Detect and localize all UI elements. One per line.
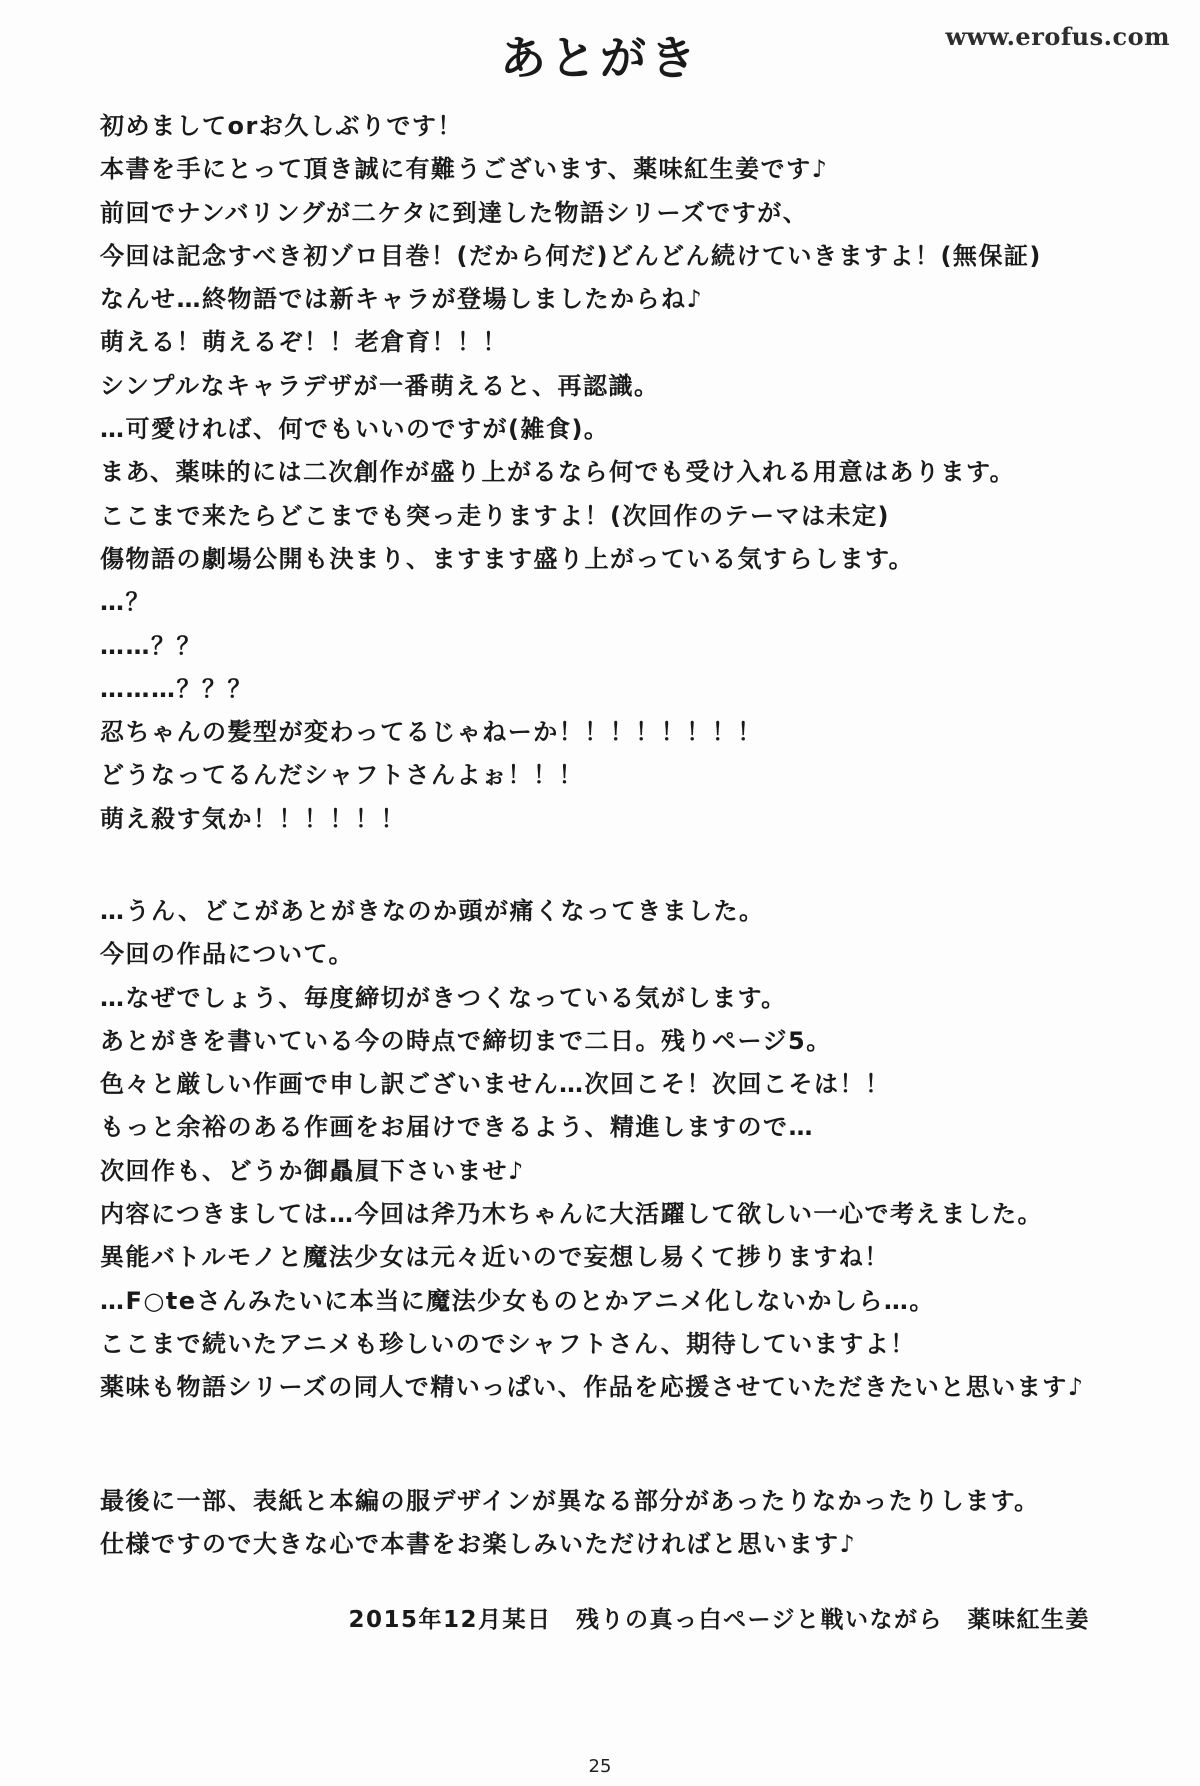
text-line: …なぜでしょう、毎度締切がきつくなっている気がします。	[100, 983, 787, 1012]
text-line: あとがきを書いている今の時点で締切まで二日。残りページ5。	[100, 1026, 832, 1055]
text-line: …うん、どこがあとがきなのか頭が痛くなってきました。	[100, 897, 765, 925]
page-title: あとがき	[500, 31, 700, 85]
text-line: 萌え殺す気か！！！！！！	[100, 804, 406, 833]
text-line: 傷物語の劇場公開も決まり、ますます盛り上がっている気すらします。	[100, 544, 915, 573]
text-line: 萌える！萌えるぞ！！老倉育！！！	[100, 328, 508, 357]
text-line: …？	[100, 588, 151, 617]
text-line: 忍ちゃんの髪型が変わってるじゃねーか！！！！！！！！	[100, 718, 763, 747]
text-line: 次回作も、どうか御贔屓下さいませ♪	[100, 1156, 525, 1185]
text-line: ……？？	[100, 631, 202, 660]
paragraph-1	[100, 105, 1140, 841]
paragraph-2	[100, 890, 1140, 1410]
text-line: まあ、薬味的には二次創作が盛り上がるなら何でも受け入れる用意はあります。	[100, 458, 1016, 487]
text-line: 仕様ですので大きな心で本書をお楽しみいただければと思います♪	[100, 1530, 857, 1559]
text-line: なんせ…終物語では新キャラが登場しましたからね♪	[100, 285, 704, 314]
text-line: …F○teさんみたいに本当に魔法少女ものとかアニメ化しないかしら…。	[100, 1286, 935, 1315]
text-line: 前回でナンバリングが二ケタに到達した物語シリーズですが、	[100, 198, 809, 227]
text-line: どうなってるんだシャフトさんよぉ！！！	[100, 761, 585, 790]
text-line: ………？？？	[100, 674, 253, 703]
text-line: 今回は記念すべき初ゾロ目巻！(だから何だ)どんどん続けていきますよ！(無保証)	[100, 241, 1042, 270]
text-line: 初めましてorお久しぶりです！	[100, 112, 463, 140]
text-line: 最後に一部、表紙と本編の服デザインが異なる部分があったりなかったりします。	[100, 1487, 1040, 1515]
page-number: 25	[588, 1756, 612, 1777]
text-line: シンプルなキャラデザが一番萌えると、再認識。	[100, 371, 660, 400]
text-line: …可愛ければ、何でもいいのですが(雑食)。	[100, 415, 610, 444]
signature-line: 2015年12月某日 残りの真っ白ページと戦いながら 薬味紅生姜	[348, 1607, 1090, 1633]
text-line: 内容につきましては…今回は斧乃木ちゃんに大活躍して欲しい一心で考えました。	[100, 1200, 1044, 1229]
watermark-text: www.erofus.com	[945, 22, 1170, 51]
paragraph-3	[100, 1480, 1140, 1567]
text-line: 今回の作品について。	[100, 940, 355, 969]
text-line: 異能バトルモノと魔法少女は元々近いので妄想し易くて捗りますね！	[100, 1243, 890, 1272]
text-line: 色々と厳しい作画で申し訳ございません…次回こそ！次回こそは！！	[100, 1070, 891, 1099]
text-line: 本書を手にとって頂き誠に有難うございます、薬味紅生姜です♪	[100, 155, 829, 184]
text-line: ここまで続いたアニメも珍しいのでシャフトさん、期待していますよ！	[100, 1329, 916, 1358]
text-line: もっと余裕のある作画をお届けできるよう、精進しますので…	[100, 1113, 814, 1142]
text-line: 薬味も物語シリーズの同人で精いっぱい、作品を応援させていただきたいと思います♪	[100, 1373, 1085, 1402]
text-line: ここまで来たらどこまでも突っ走りますよ！(次回作のテーマは未定)	[100, 501, 890, 530]
